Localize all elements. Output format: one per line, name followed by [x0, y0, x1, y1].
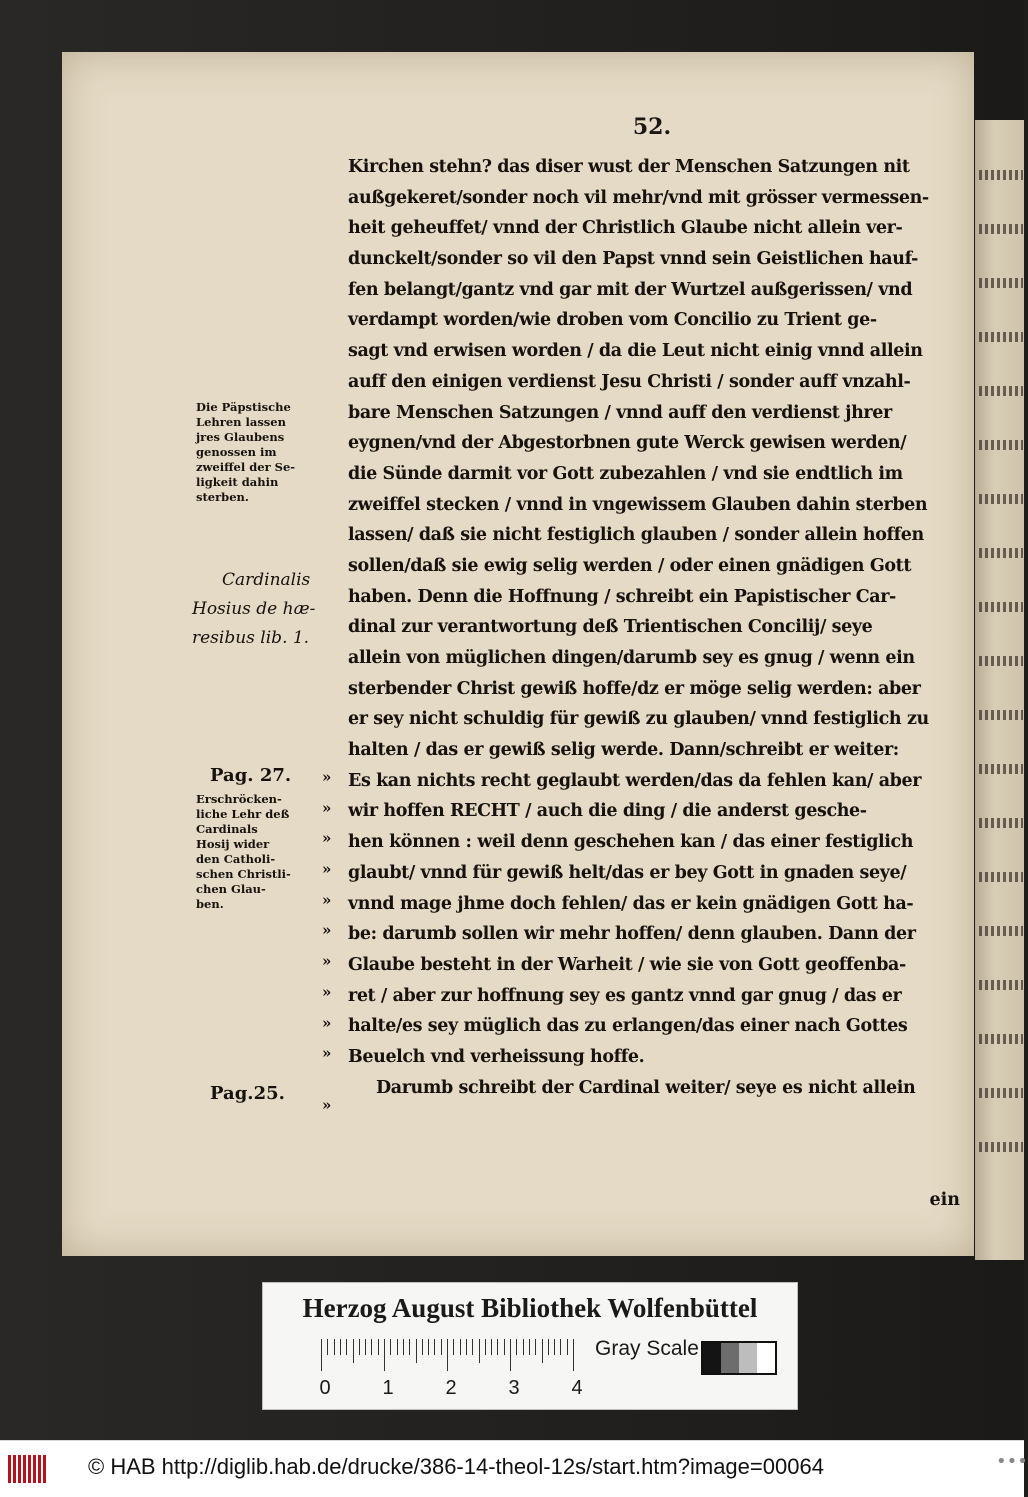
ruler-tick — [491, 1339, 492, 1355]
ruler-tick — [453, 1339, 454, 1355]
gray-scale-label: Gray Scale — [595, 1337, 699, 1360]
ruler-tick — [359, 1339, 360, 1355]
margin-line: Erschröcken- — [196, 792, 282, 806]
gray-swatch — [757, 1343, 775, 1373]
margin-line: jres Glaubens — [196, 430, 285, 444]
ruler-tick — [441, 1339, 442, 1355]
scale-ruler — [321, 1339, 581, 1371]
ruler-tick — [371, 1339, 372, 1355]
margin-line: Cardinalis — [222, 570, 311, 590]
text-line: die Sünde darmit vor Gott zubezahlen / vnd sie endtlich im — [348, 463, 903, 484]
ruler-tick — [327, 1339, 328, 1355]
ruler-tick — [535, 1339, 536, 1355]
ruler-number: 1 — [382, 1377, 394, 1399]
margin-pag-25: Pag.25. — [210, 1083, 285, 1104]
text-line: wir hoffen RECHT / auch die ding / die anderst gesche- — [348, 801, 867, 822]
ruler-tick — [365, 1339, 366, 1355]
text-line: lassen/ daß sie nicht festiglich glauben / sonder allein hoffen — [348, 525, 924, 546]
margin-line: Hosius de hæ- — [192, 599, 316, 619]
card-title: Herzog August Bibliothek Wolfenbüttel — [302, 1293, 758, 1323]
quote-mark: » — [322, 921, 332, 940]
text-line: halte/es sey müglich das zu erlangen/das einer nach Gottes — [348, 1016, 908, 1037]
text-line: Beuelch vnd verheissung hoffe. — [348, 1046, 645, 1067]
ruler-tick — [378, 1339, 379, 1355]
quotation-marks-column — [322, 762, 346, 1114]
text-line: auff den einigen verdienst Jesu Christi / sonder auff vnzahl- — [348, 371, 911, 392]
margin-note-hosius — [196, 792, 291, 912]
text-line: sollen/daß sie ewig selig werden / oder einen gnädigen Gott — [348, 555, 912, 576]
ruler-tick — [390, 1339, 391, 1355]
quote-mark: » — [322, 890, 332, 909]
ruler-tick — [573, 1339, 574, 1371]
main-text-block — [348, 152, 960, 1103]
copyright-url[interactable]: © HAB http://diglib.hab.de/drucke/386-14-theol-12s/start.htm?image=00064 — [88, 1454, 824, 1479]
ruler-tick — [567, 1339, 568, 1355]
ruler-tick — [403, 1339, 404, 1355]
footer-bar — [0, 1440, 1028, 1497]
margin-note-papal-doctrine — [196, 400, 295, 505]
text-line: Darumb schreibt der Cardinal weiter/ seye es nicht allein — [376, 1077, 916, 1098]
ruler-tick — [560, 1339, 561, 1355]
text-line: allein von müglichen dingen/darumb sey es gnug / wenn ein — [348, 648, 915, 668]
ruler-tick — [447, 1339, 448, 1371]
text-line: sterbender Christ gewiß hoffe/dz er möge selig werden: aber — [348, 678, 921, 699]
ruler-tick — [548, 1339, 549, 1355]
text-line: Es kan nichts recht geglaubt werden/das da fehlen kan/ aber — [348, 770, 922, 791]
margin-note-cardinalis — [192, 566, 315, 653]
gray-swatch — [721, 1343, 739, 1373]
text-line: hen können : weil denn geschehen kan / das einer festiglich — [348, 832, 914, 853]
margin-line: den Catholi- — [196, 852, 276, 866]
ruler-tick — [542, 1339, 543, 1363]
ruler-tick — [504, 1339, 505, 1355]
ruler-tick — [497, 1339, 498, 1355]
text-line: außgekeret/sonder noch vil mehr/vnd mit grösser vermessen- — [348, 187, 929, 208]
margin-line: ligkeit dahin — [196, 475, 279, 489]
ruler-tick — [554, 1339, 555, 1355]
gray-swatch — [703, 1343, 721, 1373]
text-line: halten / das er gewiß selig werde. Dann/schreibt er weiter: — [348, 740, 899, 761]
ruler-number: 0 — [319, 1377, 331, 1399]
gray-scale-swatches — [701, 1341, 777, 1375]
page-number: 52. — [632, 114, 672, 140]
ruler-tick — [523, 1339, 524, 1355]
margin-line: Die Päpstische — [196, 400, 291, 414]
book-page — [62, 52, 974, 1256]
text-line: zweiffel stecken / vnnd in vngewissem Glauben dahin sterben — [348, 494, 928, 515]
color-reference-card — [262, 1282, 798, 1410]
text-line: glaubt/ vnnd für gewiß helt/das er bey Gott in gnaden seye/ — [348, 862, 907, 883]
ruler-tick — [466, 1339, 467, 1355]
margin-line: ben. — [196, 897, 224, 911]
quote-mark: » — [322, 829, 332, 848]
quote-mark: » — [322, 952, 332, 971]
margin-line: liche Lehr deß — [196, 807, 290, 821]
ruler-tick — [510, 1339, 511, 1371]
ruler-tick — [353, 1339, 354, 1363]
ruler-tick — [460, 1339, 461, 1355]
more-icon[interactable]: ••• — [996, 1451, 1028, 1472]
gray-swatch — [739, 1343, 757, 1373]
quote-mark: » — [322, 982, 332, 1001]
ruler-tick — [516, 1339, 517, 1355]
margin-line: Hosij wider — [196, 837, 270, 851]
ruler-tick — [340, 1339, 341, 1355]
ruler-tick — [434, 1339, 435, 1355]
margin-line: chen Glau- — [196, 882, 266, 896]
text-line: vnnd mage jhme doch fehlen/ das er kein gnädigen Gott ha- — [348, 893, 914, 914]
ruler-tick — [409, 1339, 410, 1355]
text-line: eygnen/vnd der Abgestorbnen gute Werck gewisen werden/ — [348, 433, 907, 454]
ruler-tick — [529, 1339, 530, 1355]
hab-logo-icon — [8, 1455, 46, 1483]
margin-line: Cardinals — [196, 822, 258, 836]
ruler-tick — [346, 1339, 347, 1355]
text-line: er sey nicht schuldig für gewiß zu glauben/ vnnd festiglich zu — [348, 709, 929, 730]
text-line: be: darumb sollen wir mehr hoffen/ denn glauben. Dann der — [348, 924, 916, 945]
ruler-tick — [334, 1339, 335, 1355]
ruler-number: 3 — [508, 1377, 520, 1399]
text-line: dunckelt/sonder so vil den Papst vnnd sein Geistlichen hauf- — [348, 249, 918, 270]
catchword: ein — [929, 1190, 960, 1210]
margin-line: genossen im — [196, 445, 277, 459]
margin-line: zweiffel der Se- — [196, 460, 296, 474]
quote-mark: » — [322, 768, 332, 786]
ruler-tick — [416, 1339, 417, 1363]
text-line: fen belangt/gantz vnd gar mit der Wurtzel außgerissen/ vnd — [348, 279, 913, 300]
ruler-tick — [428, 1339, 429, 1355]
quote-mark: » — [322, 1044, 332, 1063]
adjacent-page-edge — [975, 120, 1024, 1260]
text-line: bare Menschen Satzungen / vnnd auff den verdienst jhrer — [348, 402, 892, 423]
ruler-tick — [384, 1339, 385, 1371]
text-line: sagt vnd erwisen worden / da die Leut nicht einig vnnd allein — [348, 341, 923, 362]
ruler-tick — [321, 1339, 322, 1371]
ruler-tick — [472, 1339, 473, 1355]
margin-line: schen Christli- — [196, 867, 291, 881]
text-line: Kirchen stehn? das diser wust der Menschen Satzungen nit — [348, 157, 910, 177]
ruler-number: 2 — [445, 1377, 457, 1399]
ruler-tick — [422, 1339, 423, 1355]
text-line: verdampt worden/wie droben vom Concilio zu Trient ge- — [348, 310, 877, 331]
margin-line: resibus lib. 1. — [192, 628, 310, 648]
margin-pag-27: Pag. 27. — [210, 765, 292, 786]
ruler-number: 4 — [571, 1377, 583, 1399]
quote-mark: » — [322, 1096, 332, 1114]
text-line: haben. Denn die Hoffnung / schreibt ein Papistischer Car- — [348, 586, 896, 607]
text-line: ret / aber zur hoffnung sey es gantz vnnd gar gnug / das er — [348, 985, 902, 1006]
ruler-tick — [479, 1339, 480, 1363]
ruler-tick — [397, 1339, 398, 1355]
quote-mark: » — [322, 1013, 332, 1032]
margin-line: sterben. — [196, 490, 249, 504]
quote-mark: » — [322, 798, 332, 817]
text-line: dinal zur verantwortung deß Trientischen Concilij/ seye — [348, 617, 873, 638]
text-line: heit geheuffet/ vnnd der Christlich Glaube nicht allein ver- — [348, 218, 903, 239]
quote-mark: » — [322, 860, 332, 879]
margin-line: Lehren lassen — [196, 415, 286, 429]
ruler-tick — [485, 1339, 486, 1355]
text-line: Glaube besteht in der Warheit / wie sie von Gott geoffenba- — [348, 954, 906, 975]
